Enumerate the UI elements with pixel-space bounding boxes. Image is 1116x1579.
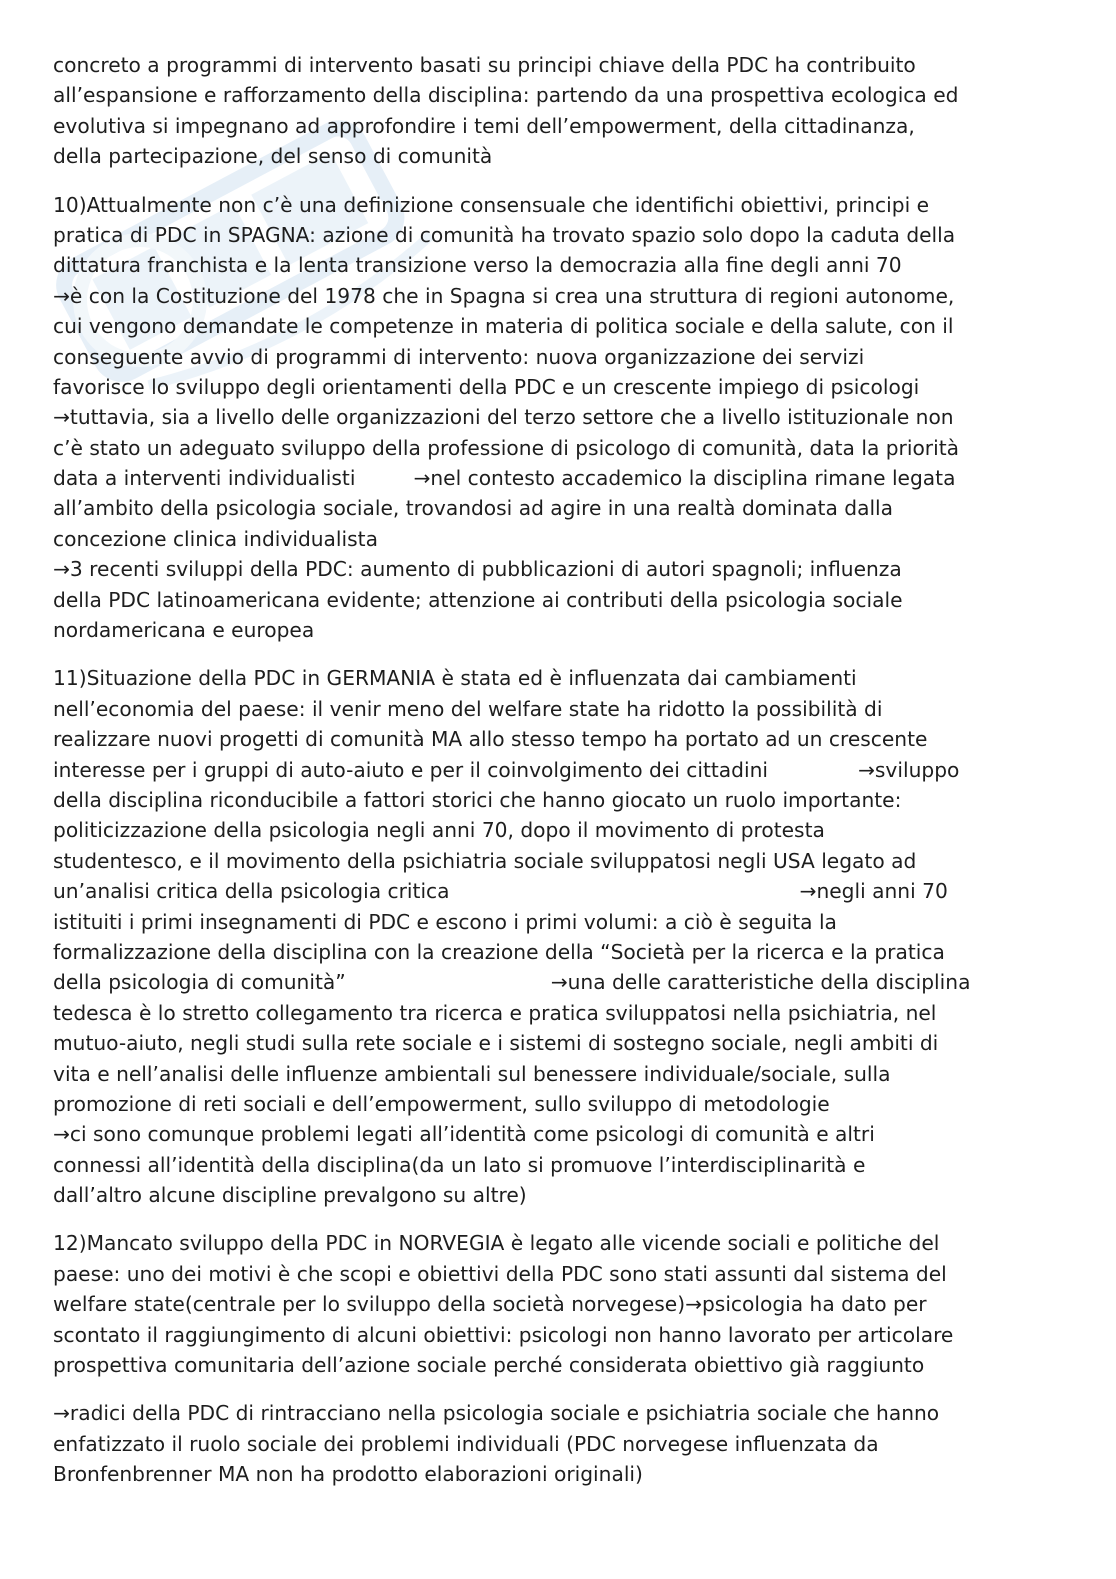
text-line: →è con la Costituzione del 1978 che in Spagna si crea una struttura di regioni autonome, (53, 283, 955, 308)
text-segment: →una delle caratteristiche della disciplina (550, 970, 971, 995)
text-line: studentesco, e il movimento della psichiatria sociale sviluppatosi negli USA legato ad (53, 848, 917, 873)
text-line: all’ambito della psicologia sociale, trovandosi ad agire in una realtà dominata dalla (53, 496, 894, 521)
text-line: →3 recenti sviluppi della PDC: aumento di pubblicazioni di autori spagnoli; influenza (53, 557, 902, 582)
text-line: della PDC latinoamericana evidente; attenzione ai contributi della psicologia sociale (53, 587, 903, 612)
document-page (53, 50, 1063, 1508)
text-line: 11)Situazione della PDC in GERMANIA è stata ed è influenzata dai cambiamenti (53, 666, 857, 691)
text-segment: data a interventi individualisti (53, 466, 356, 491)
text-line: vita e nell’analisi delle influenze ambientali sul benessere individuale/sociale, sulla (53, 1061, 891, 1086)
text-line: politicizzazione della psicologia negli anni 70, dopo il movimento di protesta (53, 818, 825, 843)
text-line: →ci sono comunque problemi legati all’identità come psicologi di comunità e altri (53, 1122, 875, 1147)
text-line (53, 967, 1063, 997)
text-line: pratica di PDC in SPAGNA: azione di comunità ha trovato spazio solo dopo la caduta della (53, 222, 956, 247)
text-line: 10)Attualmente non c’è una definizione consensuale che identifichi obiettivi, principi e (53, 192, 930, 217)
text-line: della partecipazione, del senso di comunità (53, 144, 493, 169)
text-line: prospettiva comunitaria dell’azione sociale perché considerata obiettivo già raggiunto (53, 1353, 925, 1378)
text-line (53, 755, 1063, 785)
text-line: 12)Mancato sviluppo della PDC in NORVEGIA è legato alle vicende sociali e politiche del (53, 1231, 940, 1256)
text-line: dall’altro alcune discipline prevalgono su altre) (53, 1183, 527, 1208)
text-segment: →nel contesto accademico la disciplina rimane legata (413, 466, 956, 491)
text-line (53, 876, 1063, 906)
text-line: →tuttavia, sia a livello delle organizzazioni del terzo settore che a livello istituzionale non (53, 405, 954, 430)
paragraph-p11 (53, 663, 1063, 1210)
text-line: connessi all’identità della disciplina(da un lato si promuove l’interdisciplinarità e (53, 1152, 866, 1177)
text-line: nordamericana e europea (53, 618, 315, 643)
text-line: enfatizzato il ruolo sociale dei problemi individuali (PDC norvegese influenzata da (53, 1431, 879, 1456)
text-line: c’è stato un adeguato sviluppo della professione di psicologo di comunità, data la priorità (53, 435, 960, 460)
text-line: della disciplina riconducibile a fattori storici che hanno giocato un ruolo importante: (53, 787, 902, 812)
text-line: all’espansione e rafforzamento della disciplina: partendo da una prospettiva ecologica ed (53, 83, 959, 108)
text-segment: →negli anni 70 (799, 879, 948, 904)
text-segment: un’analisi critica della psicologia critica (53, 879, 450, 904)
paragraph-p10 (53, 190, 1063, 646)
text-segment: →sviluppo (857, 757, 960, 782)
text-line: formalizzazione della disciplina con la creazione della “Società per la ricerca e la pratica (53, 939, 945, 964)
text-line: istituiti i primi insegnamenti di PDC e escono i primi volumi: a ciò è seguita la (53, 909, 837, 934)
text-line: concezione clinica individualista (53, 526, 378, 551)
text-line: welfare state(centrale per lo sviluppo della società norvegese)→psicologia ha dato per (53, 1292, 927, 1317)
text-line: nell’economia del paese: il venir meno del welfare state ha ridotto la possibilità di (53, 696, 883, 721)
paragraph-intro (53, 50, 1063, 172)
text-line: mutuo-aiuto, negli studi sulla rete sociale e i sistemi di sostegno sociale, negli ambiti di (53, 1031, 939, 1056)
text-line: scontato il raggiungimento di alcuni obiettivi: psicologi non hanno lavorato per articolare (53, 1322, 954, 1347)
text-line (53, 463, 1063, 493)
paragraph-p12 (53, 1228, 1063, 1380)
text-line: concreto a programmi di intervento basati su principi chiave della PDC ha contribuito (53, 53, 916, 77)
text-line: conseguente avvio di programmi di intervento: nuova organizzazione dei servizi (53, 344, 865, 369)
text-line: evolutiva si impegnano ad approfondire i temi dell’empowerment, della cittadinanza, (53, 113, 915, 138)
text-line: cui vengono demandate le competenze in materia di politica sociale e della salute, con il (53, 314, 954, 339)
text-line: Bronfenbrenner MA non ha prodotto elaborazioni originali) (53, 1462, 643, 1487)
text-segment: interesse per i gruppi di auto-aiuto e per il coinvolgimento dei cittadini (53, 757, 768, 782)
text-line: →radici della PDC di rintracciano nella psicologia sociale e psichiatria sociale che hanno (53, 1401, 940, 1426)
paragraph-p12b (53, 1398, 1063, 1489)
text-line: dittatura franchista e la lenta transizione verso la democrazia alla fine degli anni 70 (53, 253, 902, 278)
text-segment: della psicologia di comunità” (53, 970, 346, 995)
text-line: favorisce lo sviluppo degli orientamenti della PDC e un crescente impiego di psicologi (53, 374, 920, 399)
text-line: promozione di reti sociali e dell’empowerment, sullo sviluppo di metodologie (53, 1091, 830, 1116)
text-line: paese: uno dei motivi è che scopi e obiettivi della PDC sono stati assunti dal sistema del (53, 1261, 947, 1286)
text-line: realizzare nuovi progetti di comunità MA allo stesso tempo ha portato ad un crescente (53, 727, 928, 752)
text-line: tedesca è lo stretto collegamento tra ricerca e pratica sviluppatosi nella psichiatria, nel (53, 1000, 937, 1025)
